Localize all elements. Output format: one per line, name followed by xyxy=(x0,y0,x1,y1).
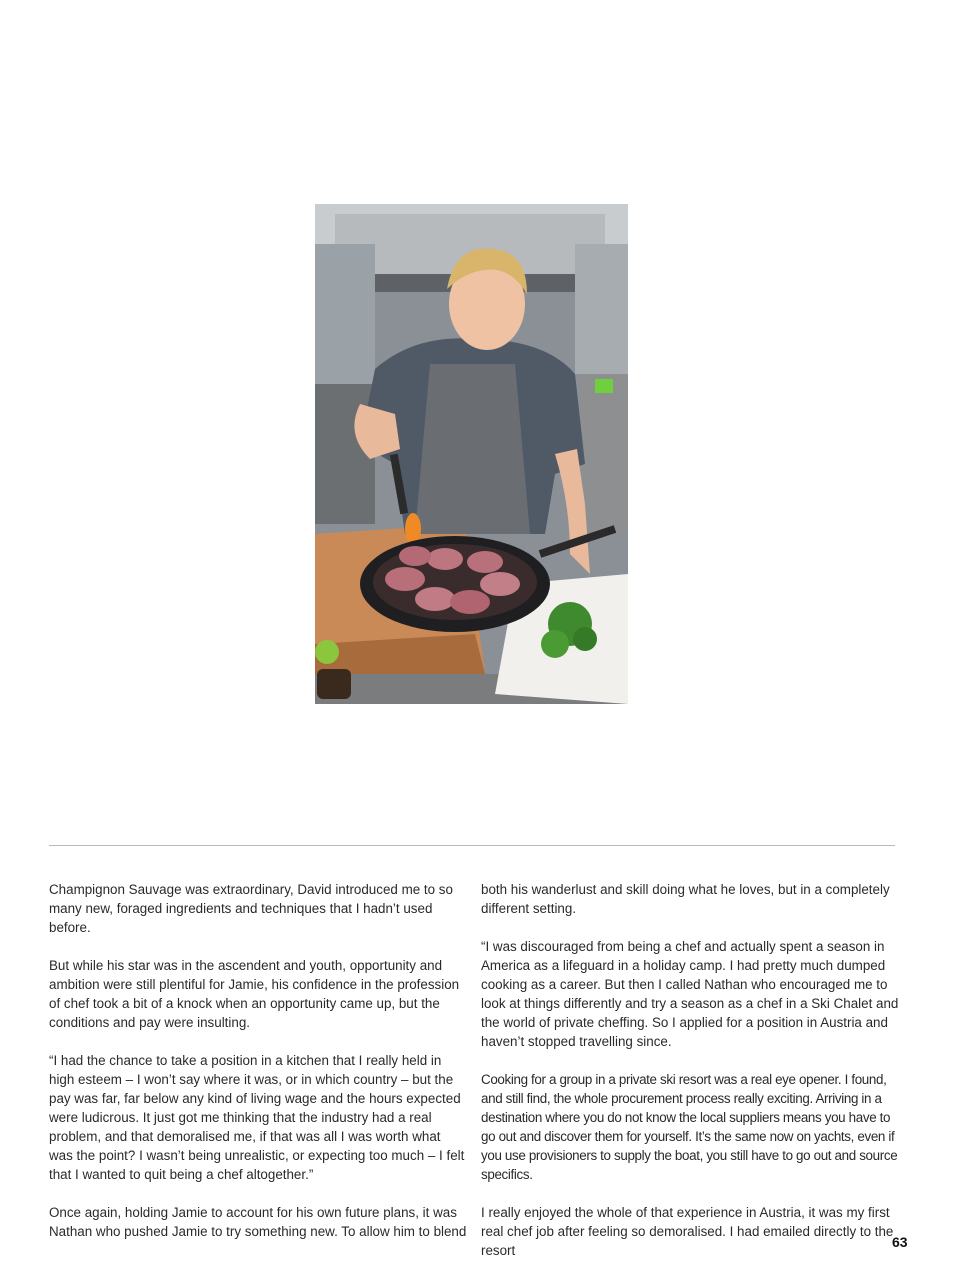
chef-photo-icon xyxy=(315,204,628,704)
article-left-column xyxy=(49,880,467,1260)
page-number: 63 xyxy=(892,1234,908,1250)
paragraph: But while his star was in the ascendent and youth, opportunity and ambition were still plentiful for Jamie, his confidence in the profession of chef took a bit of a knock when an opportunity came up, but the conditions and pay were insulting. xyxy=(49,958,460,1030)
paragraph: Once again, holding Jamie to account for his own future plans, it was Nathan who pushed Jamie to try something new. To allow him to blend xyxy=(49,1205,467,1239)
paragraph: Cooking for a group in a private ski resort was a real eye opener. I found, and still find, the whole procurement process really exciting. Arriving in a destination where you do not know the local suppliers means you have to go out and discover them for yourself. It’s the same now on yachts, even if you use provisioners to supply the boat, you still have to go out and source specifics. xyxy=(481,1072,898,1182)
paragraph: both his wanderlust and skill doing what he loves, but in a completely different setting. xyxy=(481,882,890,916)
article-photo xyxy=(315,204,628,704)
paragraph: Champignon Sauvage was extraordinary, David introduced me to so many new, foraged ingredients and techniques that I hadn’t used before. xyxy=(49,882,453,935)
paragraph: “I was discouraged from being a chef and actually spent a season in America as a lifeguard in a holiday camp. I had pretty much dumped cooking as a career. But then I called Nathan who encouraged me to look at things differently and try a season as a chef in a Ski Chalet and the world of private cheffing. So I applied for a position in Austria and haven’t stopped travelling since. xyxy=(481,939,899,1049)
section-divider xyxy=(49,845,895,846)
paragraph: “I had the chance to take a position in a kitchen that I really held in high esteem – I won’t say where it was, or in which country – but the pay was far, far below any kind of living wage and the hours expected were ludicrous. It just got me thinking that the industry had a real problem, and that demoralised me, if that was all I was worth what was the point? I wasn’t being unrealistic, or expecting too much – I felt that I wanted to quit being a chef altogether.” xyxy=(49,1053,465,1182)
article-right-column xyxy=(481,880,905,1279)
paragraph: I really enjoyed the whole of that experience in Austria, it was my first real chef job after feeling so demoralised. I had emailed directly to the resort xyxy=(481,1205,894,1258)
